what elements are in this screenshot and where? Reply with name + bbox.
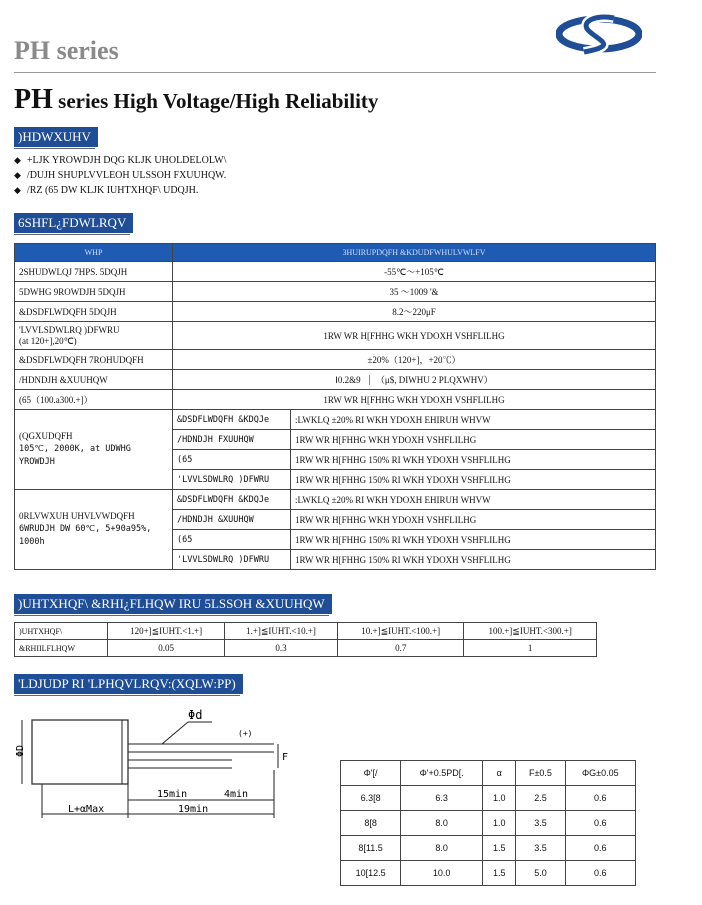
moisture-title: 0RLVWXUH UHVLVWDQFH — [19, 511, 135, 521]
spec-header-item: WHP — [15, 244, 173, 262]
dims-header-cell: Φ'[/ — [341, 761, 401, 786]
spec-value: 1RW WR H[FHHG 150% RI WKH YDOXH VSHFLILHG — [291, 470, 656, 490]
dims-cell: 8[8 — [341, 811, 401, 836]
spec-value: -55℃～+105℃ — [173, 262, 656, 282]
table-row — [341, 786, 636, 811]
spec-value: 35 ～1009 '& — [173, 282, 656, 302]
moisture-condition: 6WRUDJH DW 60℃, 5+90a95%, — [19, 524, 152, 534]
specifications-heading: 6SHFL¿FDWLRQV — [14, 213, 133, 233]
dims-cell: 5.0 — [516, 861, 565, 886]
spec-value: 1RW WR H[FHHG WKH YDOXH VSHFLILHG — [173, 322, 656, 350]
table-row — [341, 836, 636, 861]
specifications-table — [14, 243, 656, 570]
dims-cell: 0.6 — [565, 836, 635, 861]
table-row — [15, 262, 656, 282]
table-row — [341, 811, 636, 836]
series-title: PH series — [14, 36, 119, 65]
page-title — [14, 84, 378, 116]
feature-item: ◆ /DUJH SHUPLVVLEOH ULSSOH FXUUHQW. — [14, 168, 226, 183]
dims-cell: 1.5 — [483, 836, 516, 861]
freq-header-cell: 120+]≦IUHT.<1.+] — [108, 623, 224, 640]
dims-cell: 3.5 — [516, 836, 565, 861]
spec-item: &DSDFLWDQFH 5DQJH — [15, 302, 173, 322]
dims-cell: 1.5 — [483, 861, 516, 886]
dims-cell: 8.0 — [401, 836, 483, 861]
spec-subitem: /HDNDJH &XUUHQW — [173, 510, 291, 530]
spec-value: :LWKLQ ±20% RI WKH YDOXH EHIRUH WHVW — [291, 490, 656, 510]
company-logo — [556, 12, 642, 56]
table-row — [15, 490, 656, 510]
title-series-code: PH — [14, 84, 53, 115]
capacitor-dimension-drawing — [12, 700, 322, 830]
freq-header-cell: 1.+]≦IUHT.<10.+] — [224, 623, 337, 640]
spec-subitem: &DSDFLWDQFH &KDQJe — [173, 410, 291, 430]
dims-cell: 10.0 — [401, 861, 483, 886]
dims-cell: 0.6 — [565, 811, 635, 836]
table-row — [15, 350, 656, 370]
dims-cell: 3.5 — [516, 811, 565, 836]
endurance-condition: 105℃, 2000K, at UDWHG YROWDJH — [19, 444, 131, 467]
plus-marker: (+) — [238, 729, 253, 738]
header-divider — [14, 72, 656, 73]
dims-header-cell: ΦG±0.05 — [565, 761, 635, 786]
frequency-table — [14, 622, 597, 657]
capacitor-body — [32, 720, 128, 784]
dims-cell: 8[11.5 — [341, 836, 401, 861]
table-row — [15, 640, 597, 657]
spec-subitem: 'LVVLSDWLRQ )DFWRU — [173, 550, 291, 570]
dim-l-label: L+αMax — [68, 804, 105, 815]
spec-item — [15, 322, 173, 350]
spec-item: /HDNDJH &XUUHQW — [15, 370, 173, 390]
spec-subitem: 'LVVLSDWLRQ )DFWRU — [173, 470, 291, 490]
endurance-title: (QGXUDQFH — [19, 431, 73, 441]
diagram-heading: 'LDJUDP RI 'LPHQVLRQV:(XQLW:PP) — [14, 674, 243, 694]
dims-header-cell: Φ'+0.5PD[. — [401, 761, 483, 786]
d-label: Φd — [188, 708, 203, 722]
title-description: series High Voltage/High Reliability — [52, 89, 379, 113]
d-leader-line — [162, 722, 188, 744]
endurance-label — [15, 410, 173, 490]
dims-cell: 1.0 — [483, 811, 516, 836]
spec-header-characteristics: 3HUIRUPDQFH &KDUDFWHULVWLFV — [173, 244, 656, 262]
feature-item: ◆ +LJK YROWDJH DQG KLJK UHOLDELOLW\ — [14, 153, 226, 168]
spec-subitem: (65 — [173, 450, 291, 470]
frequency-heading: )UHTXHQF\ &RHI¿FLHQW IRU 5LSSOH &XUUHQW — [14, 594, 332, 614]
dimensions-table — [340, 760, 636, 886]
spec-item: &DSDFLWDQFH 7ROHUDQFH — [15, 350, 173, 370]
spec-item: (65（100.a300.+]） — [15, 390, 173, 410]
spec-value: :LWKLQ ±20% RI WKH YDOXH EHIRUH WHVW — [291, 410, 656, 430]
table-row — [15, 302, 656, 322]
table-row — [15, 282, 656, 302]
spec-value: 8.2～220μF — [173, 302, 656, 322]
freq-cell: 0.3 — [224, 640, 337, 657]
dim-19-label: 19min — [178, 804, 209, 815]
table-row — [15, 623, 597, 640]
dims-cell: 2.5 — [516, 786, 565, 811]
dims-header-cell: F±0.5 — [516, 761, 565, 786]
spec-subitem: /HDNDJH FXUUHQW — [173, 430, 291, 450]
freq-header-cell: 10.+]≦IUHT.<100.+] — [338, 623, 464, 640]
freq-header-cell: 100.+]≦IUHT.<300.+] — [464, 623, 597, 640]
freq-cell: 0.05 — [108, 640, 224, 657]
feature-item: ◆ /RZ (65 DW KLJK IUHTXHQF\ UDQJH. — [14, 183, 226, 198]
table-row — [15, 370, 656, 390]
table-row — [15, 322, 656, 350]
spec-item-line: (at 120+],20℃) — [19, 335, 77, 346]
table-row — [341, 761, 636, 786]
freq-cell: &RHIILFLHQW — [15, 640, 108, 657]
freq-cell: 0.7 — [338, 640, 464, 657]
dims-cell: 8.0 — [401, 811, 483, 836]
features-list — [14, 153, 226, 198]
features-heading: )HDWXUHV — [14, 127, 98, 147]
spec-value: ±20%（120+]，+20℃） — [173, 350, 656, 370]
spec-subitem: (65 — [173, 530, 291, 550]
f-label: F — [282, 752, 289, 763]
dims-cell: 10[12.5 — [341, 861, 401, 886]
moisture-label — [15, 490, 173, 570]
spec-item: 5DWHG 9ROWDJH 5DQJH — [15, 282, 173, 302]
dim-4-label: 4min — [224, 789, 249, 800]
moisture-duration: 1000h — [19, 537, 45, 547]
dims-header-cell: α — [483, 761, 516, 786]
dims-cell: 0.6 — [565, 786, 635, 811]
dim-15-label: 15min — [157, 789, 188, 800]
spec-value: 1RW WR H[FHHG WKH YDOXH VSHFLILHG — [291, 430, 656, 450]
dims-cell: 6.3 — [401, 786, 483, 811]
spec-item: 2SHUDWLQJ 7HPS. 5DQJH — [15, 262, 173, 282]
leakage-formula: Ⅰ0.2&9 — [335, 375, 361, 385]
dims-cell: 1.0 — [483, 786, 516, 811]
spec-value: 1RW WR H[FHHG 150% RI WKH YDOXH VSHFLILHG — [291, 530, 656, 550]
spec-value: 1RW WR H[FHHG WKH YDOXH VSHFLILHG — [291, 510, 656, 530]
spec-item-line: 'LVVLSDWLRQ )DFWRU — [19, 324, 120, 335]
spec-value: 1RW WR H[FHHG 150% RI WKH YDOXH VSHFLILHG — [291, 450, 656, 470]
spec-value — [173, 370, 656, 390]
dims-cell: 0.6 — [565, 861, 635, 886]
freq-cell: 1 — [464, 640, 597, 657]
freq-header-cell: )UHTXHQF\ — [15, 623, 108, 640]
dims-cell: 6.3[8 — [341, 786, 401, 811]
spec-subitem: &DSDFLWDQFH &KDQJe — [173, 490, 291, 510]
od-label: ΦD — [15, 744, 26, 757]
table-row — [341, 861, 636, 886]
table-row — [15, 410, 656, 430]
spec-value: 1RW WR H[FHHG WKH YDOXH VSHFLILHG — [173, 390, 656, 410]
leakage-note: （μ$, DIWHU 2 PLQXWHV） — [369, 375, 493, 385]
spec-value: 1RW WR H[FHHG 150% RI WKH YDOXH VSHFLILHG — [291, 550, 656, 570]
table-row — [15, 390, 656, 410]
